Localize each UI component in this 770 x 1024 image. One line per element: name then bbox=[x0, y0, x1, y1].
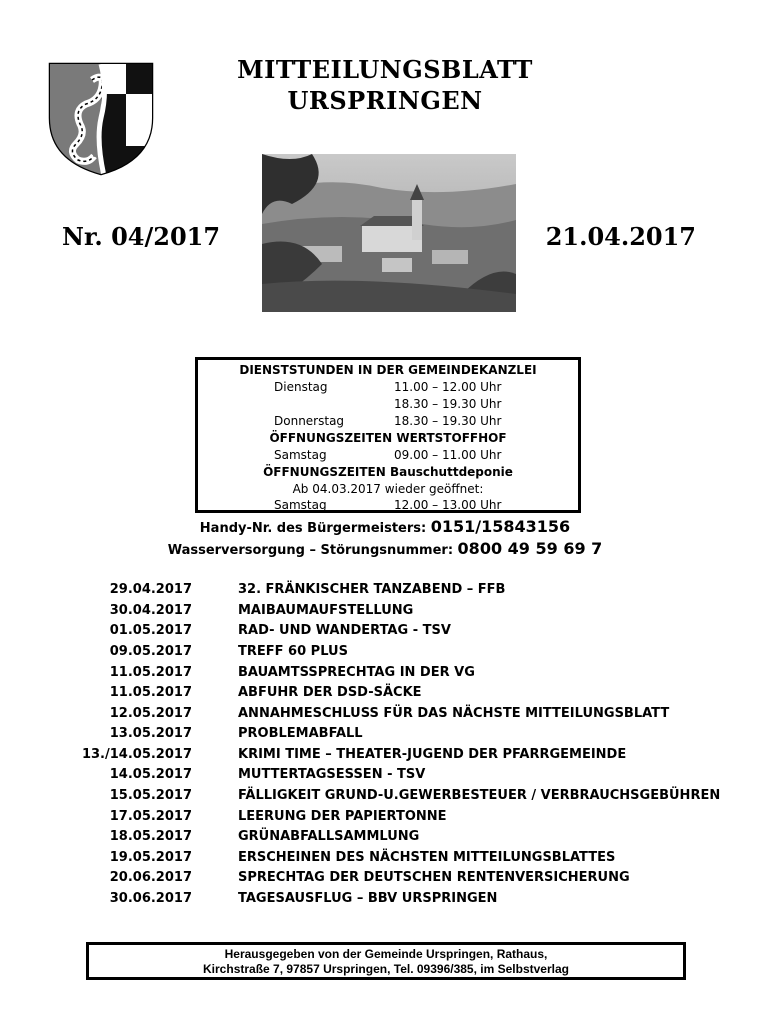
rubble-note: Ab 04.03.2017 wieder geöffnet: bbox=[292, 482, 484, 496]
event-title: ABFUHR DER DSD-SÄCKE bbox=[238, 685, 422, 700]
event-title: BAUAMTSSPRECHTAG IN DER VG bbox=[238, 665, 475, 680]
office-hours-box bbox=[195, 357, 581, 513]
issue-date: 21.04.2017 bbox=[545, 222, 696, 251]
event-date: 30.04.2017 bbox=[109, 603, 192, 618]
rubble-heading: ÖFFNUNGSZEITEN Bauschuttdeponie bbox=[263, 465, 513, 479]
recycling-time: 09.00 – 11.00 Uhr bbox=[394, 448, 502, 462]
event-title: ERSCHEINEN DES NÄCHSTEN MITTEILUNGSBLATTES bbox=[238, 850, 616, 865]
event-title: MAIBAUMAUFSTELLUNG bbox=[238, 603, 414, 618]
event-title: 32. FRÄNKISCHER TANZABEND – FFB bbox=[238, 582, 506, 597]
recycling-heading: ÖFFNUNGSZEITEN WERTSTOFFHOF bbox=[269, 431, 507, 445]
event-date: 13./14.05.2017 bbox=[81, 747, 192, 762]
event-date: 18.05.2017 bbox=[109, 829, 192, 844]
event-row bbox=[0, 829, 770, 849]
event-date: 11.05.2017 bbox=[109, 685, 192, 700]
event-date: 14.05.2017 bbox=[109, 767, 192, 782]
water-phone-label: Wasserversorgung – Störungsnummer: bbox=[167, 543, 454, 558]
event-row bbox=[0, 726, 770, 746]
office-hours-heading: DIENSTSTUNDEN IN DER GEMEINDEKANZLEI bbox=[239, 363, 537, 377]
event-title: SPRECHTAG DER DEUTSCHEN RENTENVERSICHERUNG bbox=[238, 870, 630, 885]
event-row bbox=[0, 788, 770, 808]
event-date: 17.05.2017 bbox=[109, 809, 192, 824]
footer-line-1: Herausgegeben von der Gemeinde Urspringen, Rathaus, bbox=[224, 947, 548, 961]
hours-day: Dienstag bbox=[274, 380, 328, 394]
mayor-phone bbox=[0, 517, 770, 536]
event-date: 30.06.2017 bbox=[109, 891, 192, 906]
event-row bbox=[0, 665, 770, 685]
hours-time: 11.00 – 12.00 Uhr bbox=[394, 380, 502, 394]
page-title bbox=[200, 54, 570, 116]
mayor-phone-label: Handy-Nr. des Bürgermeisters: bbox=[199, 521, 427, 536]
event-row bbox=[0, 582, 770, 602]
footer-line-2: Kirchstraße 7, 97857 Urspringen, Tel. 09396/385, im Selbstverlag bbox=[203, 962, 569, 976]
event-row bbox=[0, 747, 770, 767]
event-title: ANNAHMESCHLUSS FÜR DAS NÄCHSTE MITTEILUNGSBLATT bbox=[238, 706, 670, 721]
event-date: 11.05.2017 bbox=[109, 665, 192, 680]
event-row bbox=[0, 644, 770, 664]
recycling-day: Samstag bbox=[274, 448, 327, 462]
hours-time: 18.30 – 19.30 Uhr bbox=[394, 414, 502, 428]
hours-time: 18.30 – 19.30 Uhr bbox=[394, 397, 502, 411]
event-row bbox=[0, 891, 770, 911]
event-row bbox=[0, 603, 770, 623]
event-date: 20.06.2017 bbox=[109, 870, 192, 885]
coat-of-arms-icon bbox=[46, 60, 156, 178]
event-date: 13.05.2017 bbox=[109, 726, 192, 741]
title-line-1: MITTEILUNGSBLATT bbox=[237, 55, 533, 84]
event-row bbox=[0, 623, 770, 643]
event-date: 15.05.2017 bbox=[109, 788, 192, 803]
event-title: TREFF 60 PLUS bbox=[238, 644, 348, 659]
event-date: 19.05.2017 bbox=[109, 850, 192, 865]
water-emergency-phone bbox=[0, 539, 770, 558]
event-date: 12.05.2017 bbox=[109, 706, 192, 721]
water-phone-number: 0800 49 59 69 7 bbox=[457, 539, 603, 558]
event-date: 29.04.2017 bbox=[109, 582, 192, 597]
event-row bbox=[0, 706, 770, 726]
event-title: FÄLLIGKEIT GRUND-U.GEWERBESTEUER / VERBRAUCHSGEBÜHREN bbox=[238, 788, 721, 803]
event-date: 01.05.2017 bbox=[109, 623, 192, 638]
event-title: TAGESAUSFLUG – BBV URSPRINGEN bbox=[238, 891, 498, 906]
event-title: MUTTERTAGSESSEN - TSV bbox=[238, 767, 426, 782]
title-line-2: URSPRINGEN bbox=[287, 86, 483, 115]
issue-number: Nr. 04/2017 bbox=[62, 222, 221, 251]
event-title: PROBLEMABFALL bbox=[238, 726, 363, 741]
hours-day: Donnerstag bbox=[274, 414, 345, 428]
event-date: 09.05.2017 bbox=[109, 644, 192, 659]
event-row bbox=[0, 685, 770, 705]
event-title: RAD- UND WANDERTAG - TSV bbox=[238, 623, 451, 638]
publisher-footer bbox=[86, 942, 686, 980]
event-row bbox=[0, 870, 770, 890]
mayor-phone-number: 0151/15843156 bbox=[430, 517, 571, 536]
event-title: LEERUNG DER PAPIERTONNE bbox=[238, 809, 447, 824]
event-row bbox=[0, 850, 770, 870]
event-title: GRÜNABFALLSAMMLUNG bbox=[238, 829, 420, 844]
rubble-time: 12.00 – 13.00 Uhr bbox=[394, 498, 502, 512]
event-title: KRIMI TIME – THEATER-JUGEND DER PFARRGEMEINDE bbox=[238, 747, 627, 762]
event-row bbox=[0, 809, 770, 829]
event-row bbox=[0, 767, 770, 787]
village-church-photo bbox=[262, 154, 516, 312]
rubble-day: Samstag bbox=[274, 498, 327, 512]
